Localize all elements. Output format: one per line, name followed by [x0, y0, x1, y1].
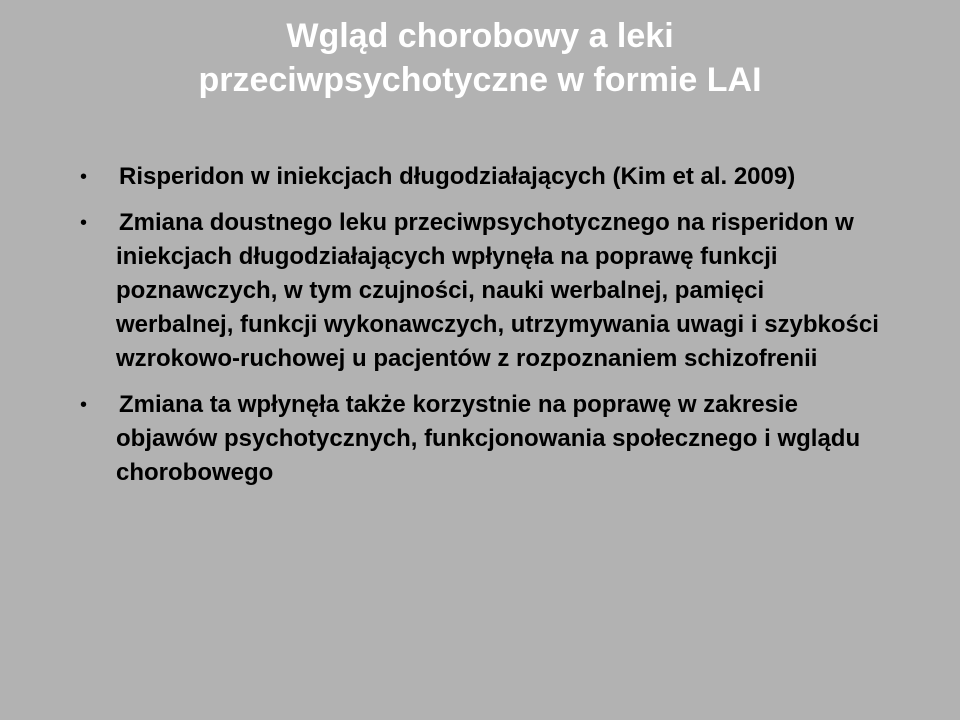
slide-title-line-2: przeciwpsychotyczne w formie LAI [198, 61, 762, 99]
bullet-point-icon: • [80, 394, 88, 416]
bullet-point-icon: • [80, 166, 88, 188]
bullet-text: Zmiana doustnego leku przeciwpsychotycznego na risperidon w iniekcjach długodziałających wpłynęła na poprawę funkcji poznawczych, w tym czujności, nauki werbalnej, pamięci werbalnej, funkcji wykonawczych, utrzymywania uwagi i szybkości wzrokowo-ruchowej u pacjentów z rozpoznaniem schizofrenii [116, 209, 879, 372]
bullet-item [80, 160, 880, 194]
slide-title-line-1: Wgląd chorobowy a leki [286, 17, 674, 55]
bullet-item [80, 388, 880, 490]
bullet-text: Zmiana ta wpłynęła także korzystnie na poprawę w zakresie objawów psychotycznych, funkcjonowania społecznego i wglądu chorobowego [116, 391, 861, 486]
bullet-point-icon: • [80, 212, 88, 234]
bullet-item [80, 206, 880, 376]
bullet-text: Risperidon w iniekcjach długodziałających (Kim et al. 2009) [119, 163, 796, 190]
slide-title [80, 14, 880, 102]
bullet-list [80, 160, 880, 502]
